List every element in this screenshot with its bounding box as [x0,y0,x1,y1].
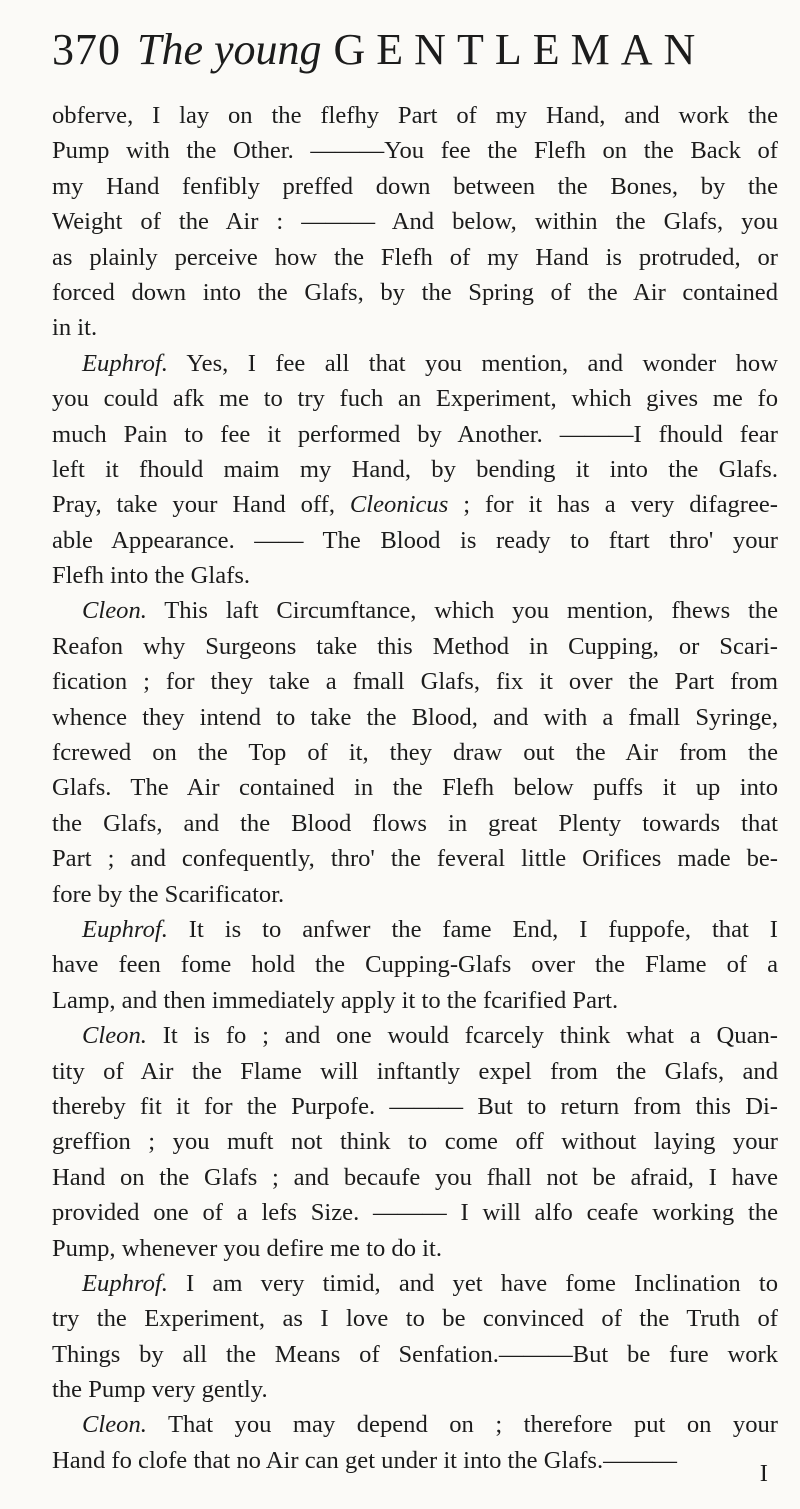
text-line [52,452,778,487]
text-run: fcrewed on the Top of it, they draw out the Air from the [52,739,778,767]
text-run: able Appearance. —— The Blood is ready to ftart thro' your [52,526,778,554]
text-run: have feen fome hold the Cupping-Glafs over the Flame of a [52,951,778,979]
text-run: fication ; for they take a fmall Glafs, fix it over the Part from [52,668,778,696]
text-run: fore by the Scarificator. [52,880,285,908]
text-run: thereby fit it for the Purpofe. ——— But to return from this Di- [52,1092,778,1120]
text-line [52,1089,778,1124]
text-run: tity of Air the Flame will inftantly expel from the Glafs, and [52,1057,778,1085]
text-run: Pump with the Other. ———You fee the Flefh on the Back of [52,137,778,165]
running-title-italic: The young [137,25,322,74]
text-line [52,735,778,770]
text-line [52,1266,778,1301]
text-line [52,1231,778,1266]
text-run: greffion ; you muft not think to come off without laying your [52,1128,778,1156]
text-line [52,912,778,947]
text-line [52,664,778,699]
catchword: I [759,1460,768,1487]
text-run: Hand fo clofe that no Air can get under it into the Glafs.——— [52,1446,677,1474]
text-run: It is fo ; and one would fcarcely think what a Quan- [146,1022,778,1050]
speaker-name: Cleon. [82,1411,147,1439]
text-run: Yes, I fee all that you mention, and wonder how [167,349,778,377]
text-run: much Pain to fee it performed by Another. ———I fhould fear [52,420,778,448]
text-line [52,346,778,381]
text-run: try the Experiment, as I love to be convinced of the Truth of [52,1305,778,1333]
text-run: Hand on the Glafs ; and becaufe you fhall not be afraid, I have [52,1163,778,1191]
text-line [52,204,778,239]
running-title-caps: GENTLEMAN [333,25,707,74]
text-run: That you may depend on ; therefore put on your [146,1411,778,1439]
text-run: Pray, take your Hand off, [52,491,350,519]
text-line [52,1160,778,1195]
speaker-name: Euphrof. [82,915,168,943]
text-run: ; for it has a very difagree- [448,491,778,519]
text-run: Lamp, and then immediately apply it to the fcarified Part. [52,986,619,1014]
text-run: Pump, whenever you defire me to do it. [52,1234,442,1262]
text-line [52,593,778,628]
text-run: This laft Circumftance, which you mention, fhews the [146,597,778,625]
text-line [52,169,778,204]
text-line [52,1124,778,1159]
text-run: Reafon why Surgeons take this Method in Cupping, or Scari- [52,632,778,660]
text-run: obferve, I lay on the flefhy Part of my Hand, and work the [52,102,778,129]
text-line [52,947,778,982]
text-run: It is to anfwer the fame End, I fuppofe, that I [167,915,778,943]
text-line [52,275,778,310]
text-run: left it fhould maim my Hand, by bending it into the Glafs. [52,455,778,483]
text-line [52,877,778,912]
text-run: in it. [52,314,98,342]
speaker-name: Euphrof. [82,349,168,377]
text-line [52,98,778,133]
text-run: forced down into the Glafs, by the Spring of the Air contained [52,278,778,306]
page-number: 370 [52,25,121,74]
text-line [52,1337,778,1372]
text-line [52,1301,778,1336]
text-run: the Pump very gently. [52,1376,268,1404]
text-run: provided one of a lefs Size. ——— I will alfo ceafe working the [52,1199,778,1227]
text-line [52,983,778,1018]
text-line [52,487,778,522]
text-run: the Glafs, and the Blood flows in great Plenty towards that [52,809,778,837]
text-run: Glafs. The Air contained in the Flefh below puffs it up into [52,774,778,802]
text-line [52,1054,778,1089]
text-line [52,841,778,876]
text-run: as plainly perceive how the Flefh of my Hand is protruded, or [52,243,778,271]
text-run: whence they intend to take the Blood, and with a fmall Syringe, [52,703,778,731]
text-line [52,1195,778,1230]
text-run: Cleonicus [349,491,449,519]
text-run: you could afk me to try fuch an Experiment, which gives me fo [52,385,778,413]
text-line [52,240,778,275]
text-line [52,523,778,558]
text-line [52,1443,778,1478]
running-header [52,25,778,84]
text-line [52,1372,778,1407]
text-line [52,1407,778,1442]
text-run: Flefh into the Glafs. [52,562,251,590]
text-run: Part ; and confequently, thro' the feveral little Orifices made be- [52,845,778,873]
text-line [52,806,778,841]
text-line [52,700,778,735]
text-line [52,558,778,593]
text-line [52,770,778,805]
speaker-name: Cleon. [82,597,147,625]
text-run: Weight of the Air : ——— And below, within the Glafs, you [52,208,778,236]
text-line [52,381,778,416]
text-run: Things by all the Means of Senfation.———But be fure work [52,1340,778,1368]
text-line [52,629,778,664]
speaker-name: Cleon. [82,1022,147,1050]
text-run: my Hand fenfibly preffed down between the Bones, by the [52,172,778,200]
speaker-name: Euphrof. [82,1269,168,1297]
body-text [52,98,778,1478]
text-line [52,133,778,168]
text-line [52,417,778,452]
text-line [52,310,778,345]
text-run: I am very timid, and yet have fome Inclination to [167,1269,778,1297]
text-line [52,1018,778,1053]
